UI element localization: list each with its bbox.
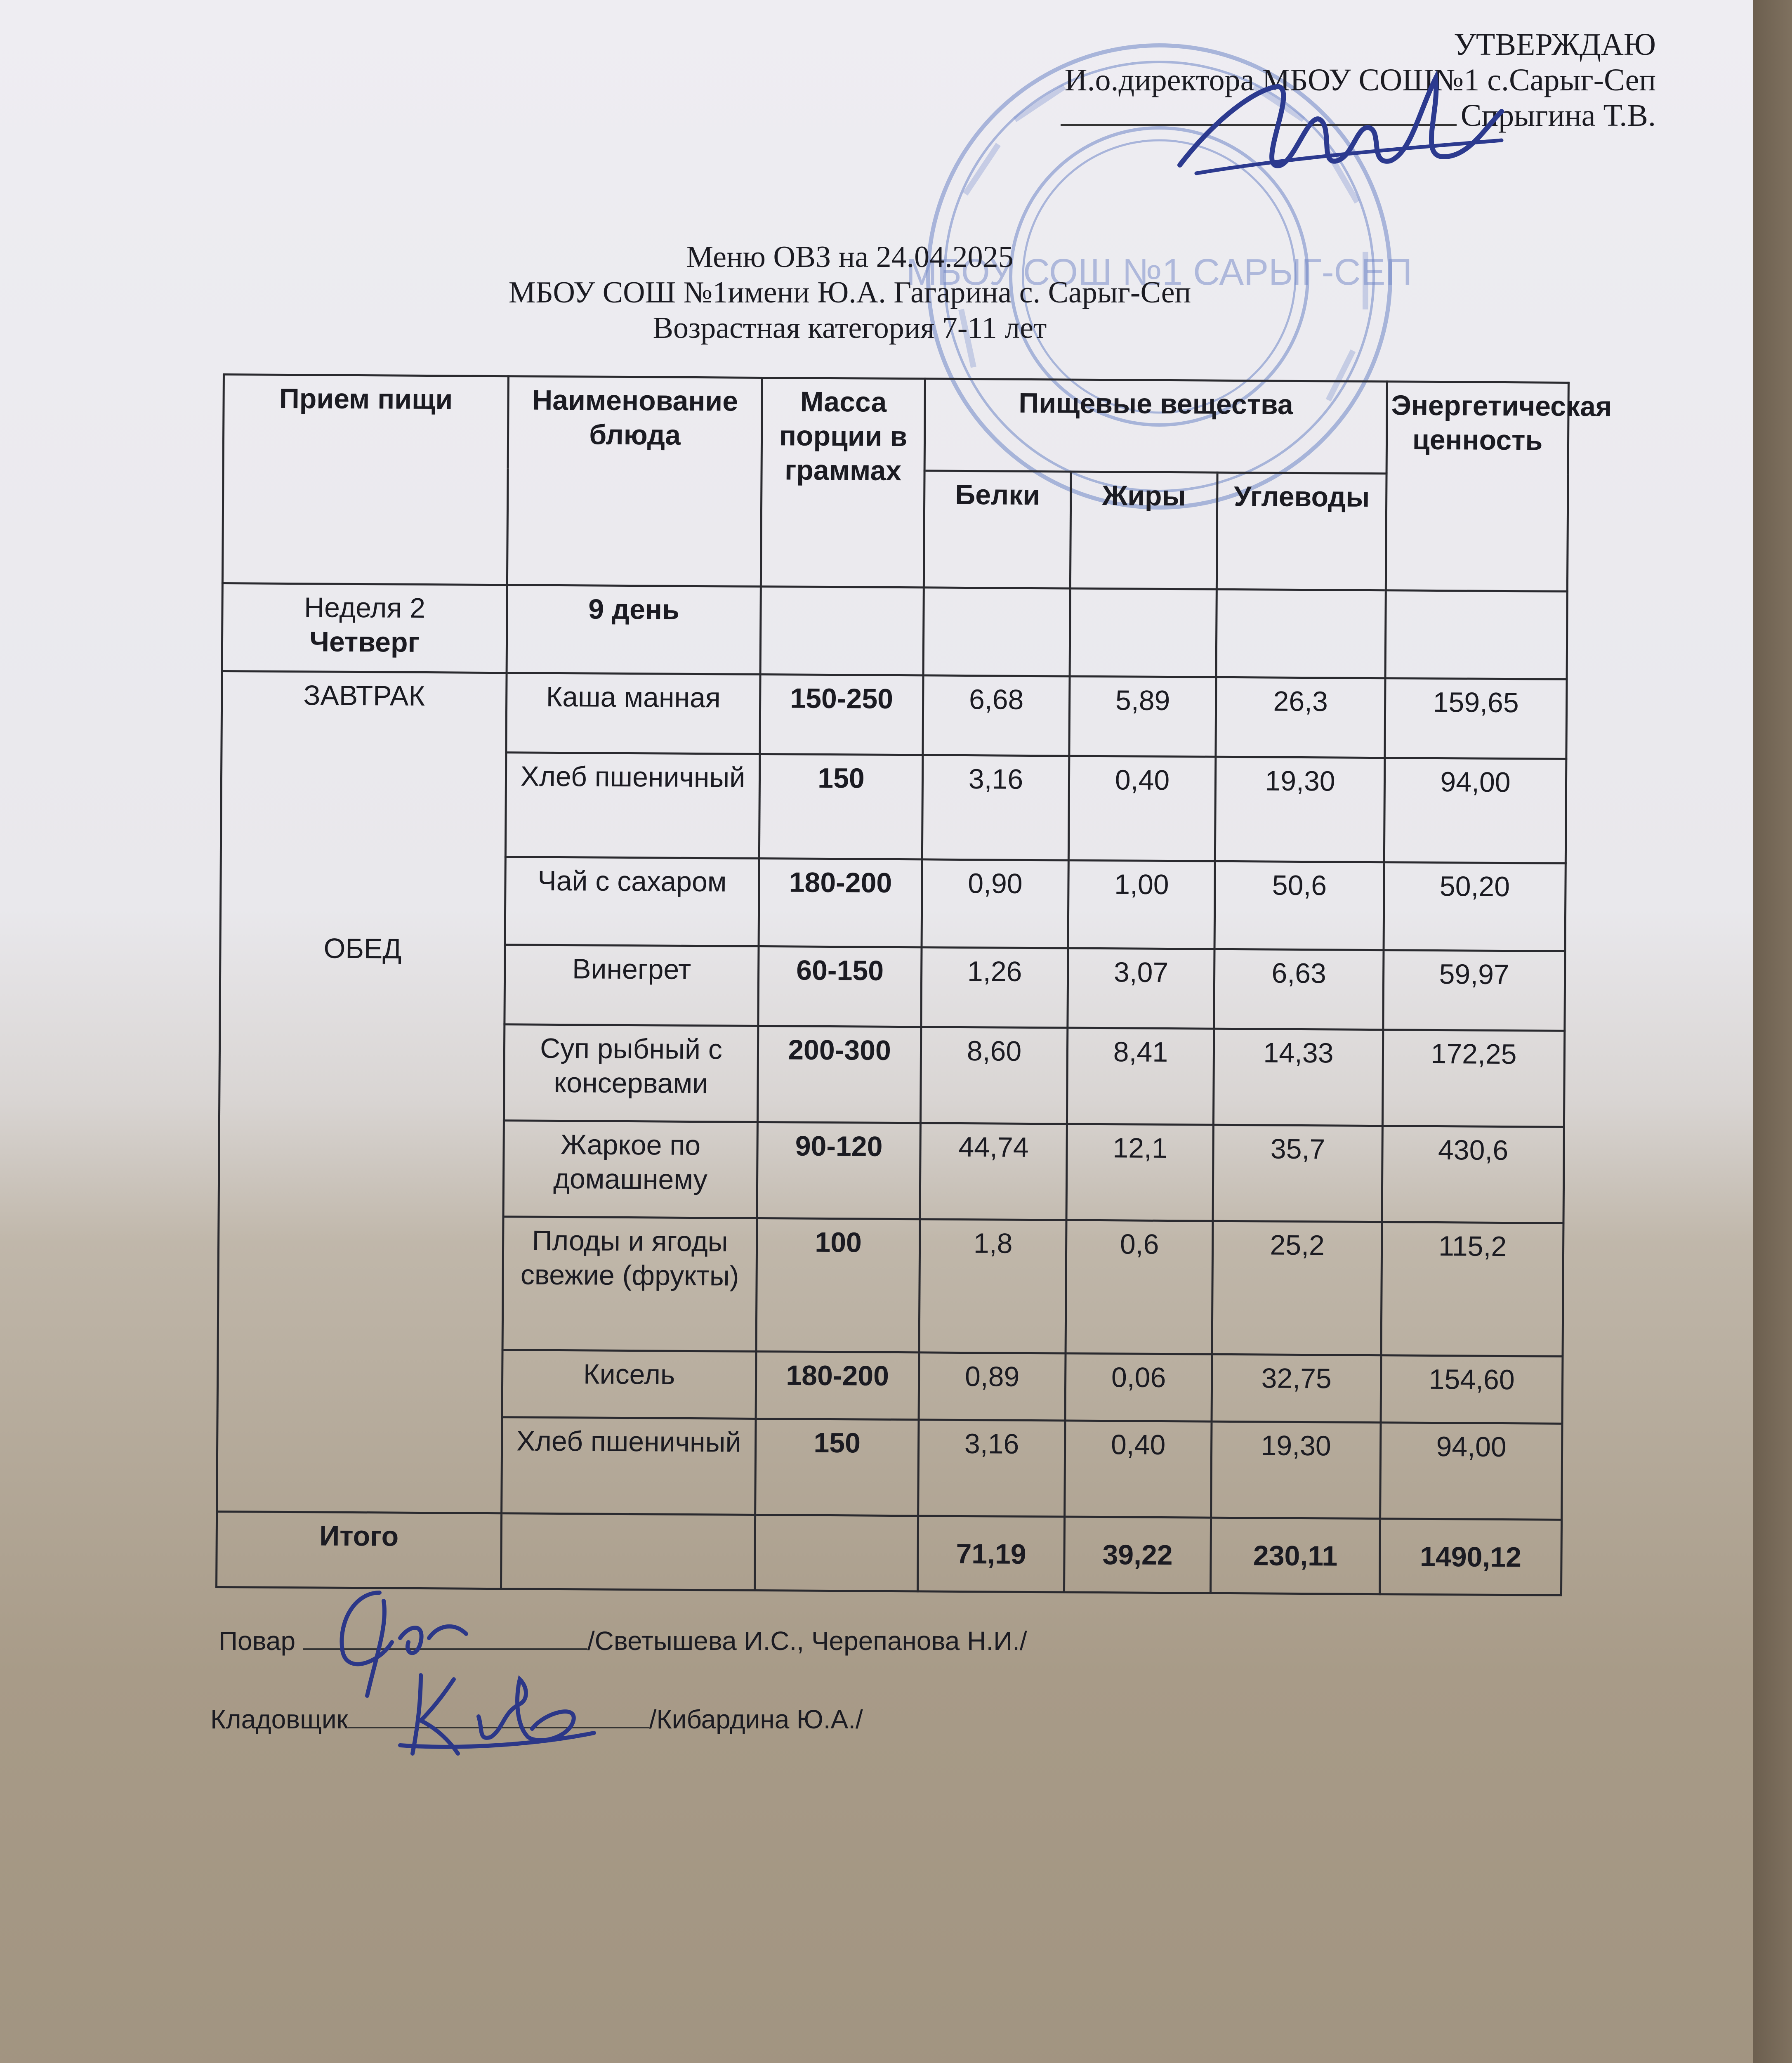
dish-fat: 0,06 bbox=[1065, 1353, 1212, 1421]
approval-title: УТВЕРЖДАЮ bbox=[1454, 27, 1656, 62]
total-energy: 1490,12 bbox=[1380, 1519, 1562, 1596]
heading-line-1: Меню ОВЗ на 24.04.2025 bbox=[686, 240, 1014, 274]
dish-mass: 200-300 bbox=[757, 1026, 921, 1123]
week-row bbox=[222, 583, 1567, 680]
heading-line-2: МБОУ СОШ №1имени Ю.А. Гагарина с. Сарыг-Сеп bbox=[508, 276, 1191, 309]
dish-fat: 8,41 bbox=[1067, 1028, 1214, 1125]
dish-name: Кисель bbox=[502, 1350, 756, 1419]
dish-protein: 1,26 bbox=[921, 947, 1068, 1028]
dish-mass: 150 bbox=[755, 1419, 919, 1515]
dish-mass: 90-120 bbox=[757, 1122, 920, 1219]
empty-cell bbox=[501, 1513, 755, 1591]
stamp-text: МБОУ СОШ №1 САРЫГ-СЕП bbox=[906, 252, 1412, 293]
header-nutrients: Пищевые вещества bbox=[924, 379, 1387, 474]
dish-mass: 150 bbox=[759, 754, 923, 859]
cook-names: /Светышева И.С., Черепанова Н.И./ bbox=[587, 1626, 1027, 1656]
table-header-row bbox=[223, 375, 1568, 475]
dish-fat: 0,6 bbox=[1066, 1220, 1213, 1354]
meal-cell bbox=[217, 671, 507, 1513]
director-signature bbox=[1172, 62, 1510, 198]
table-row bbox=[222, 671, 1567, 759]
dish-carbs: 32,75 bbox=[1212, 1354, 1381, 1423]
total-carbs: 230,11 bbox=[1210, 1518, 1380, 1594]
dish-fat: 0,40 bbox=[1068, 756, 1216, 861]
dish-energy: 59,97 bbox=[1383, 950, 1565, 1031]
dish-protein: 3,16 bbox=[922, 755, 1069, 860]
dish-fat: 12,1 bbox=[1066, 1124, 1213, 1221]
dish-name: Хлеб пшеничный bbox=[502, 1417, 756, 1515]
approval-position: И.о.директора МБОУ СОШ№1 с.Сарыг-Сеп bbox=[1064, 63, 1656, 97]
dish-carbs: 35,7 bbox=[1213, 1125, 1382, 1222]
meal-breakfast: ЗАВТРАК bbox=[303, 680, 425, 712]
dish-protein: 44,74 bbox=[920, 1123, 1067, 1220]
dish-protein: 1,8 bbox=[919, 1219, 1066, 1353]
header-fat: Жиры bbox=[1070, 472, 1217, 589]
dish-protein: 3,16 bbox=[918, 1420, 1065, 1517]
meal-lunch: ОБЕД bbox=[323, 932, 402, 965]
dish-name: Чай с сахаром bbox=[505, 857, 759, 947]
dish-energy: 172,25 bbox=[1382, 1030, 1564, 1127]
storekeeper-label: Кладовщик bbox=[210, 1704, 348, 1734]
dish-energy: 115,2 bbox=[1381, 1222, 1563, 1357]
dish-mass: 180-200 bbox=[756, 1351, 919, 1419]
dish-name: Суп рыбный с консервами bbox=[504, 1024, 758, 1122]
empty-cell bbox=[755, 1515, 918, 1591]
spacer bbox=[225, 712, 502, 932]
heading-line-3: Возрастная категория 7-11 лет bbox=[653, 311, 1047, 345]
storekeeper-signature bbox=[396, 1663, 602, 1762]
dish-carbs: 25,2 bbox=[1212, 1221, 1382, 1355]
dish-carbs: 14,33 bbox=[1213, 1029, 1383, 1126]
empty-cell bbox=[923, 588, 1070, 676]
day-number: 9 день bbox=[507, 585, 761, 675]
dish-name: Жаркое по домашнему bbox=[503, 1121, 757, 1218]
dish-name: Винегрет bbox=[505, 945, 759, 1026]
header-protein: Белки bbox=[924, 471, 1071, 588]
dish-carbs: 19,30 bbox=[1215, 757, 1385, 862]
header-dish: Наименование блюда bbox=[507, 376, 762, 587]
week-cell bbox=[222, 583, 507, 673]
empty-cell bbox=[1385, 590, 1567, 680]
dish-mass: 180-200 bbox=[759, 858, 922, 947]
dish-energy: 159,65 bbox=[1385, 678, 1567, 759]
dish-carbs: 6,63 bbox=[1214, 949, 1384, 1030]
dish-energy: 430,6 bbox=[1382, 1126, 1564, 1223]
dish-protein: 0,90 bbox=[922, 859, 1068, 948]
empty-cell bbox=[1070, 588, 1217, 677]
dish-protein: 8,60 bbox=[920, 1027, 1067, 1124]
dish-name: Каша манная bbox=[506, 673, 760, 754]
empty-cell bbox=[760, 586, 924, 675]
dish-carbs: 19,30 bbox=[1211, 1421, 1381, 1519]
dish-energy: 94,00 bbox=[1384, 758, 1566, 864]
header-mass: Масса порции в граммах bbox=[761, 378, 925, 587]
dish-fat: 0,40 bbox=[1065, 1421, 1212, 1518]
dish-energy: 154,60 bbox=[1381, 1355, 1563, 1424]
dish-energy: 94,00 bbox=[1380, 1423, 1562, 1520]
dish-mass: 60-150 bbox=[758, 946, 922, 1027]
empty-cell bbox=[1216, 589, 1386, 678]
dish-carbs: 26,3 bbox=[1216, 677, 1385, 758]
dish-name: Плоды и ягоды свежие (фрукты) bbox=[502, 1217, 757, 1352]
dish-energy: 50,20 bbox=[1384, 862, 1566, 951]
cook-label: Повар bbox=[219, 1626, 296, 1656]
document-heading bbox=[314, 239, 1386, 346]
dish-fat: 5,89 bbox=[1069, 676, 1216, 757]
total-label: Итого bbox=[217, 1511, 502, 1589]
dish-carbs: 50,6 bbox=[1214, 861, 1384, 950]
approval-name: Спрыгина Т.В. bbox=[1460, 98, 1656, 133]
day-of-week: Четверг bbox=[309, 626, 420, 658]
week-label: Неделя 2 bbox=[304, 592, 426, 624]
table-surface bbox=[1753, 0, 1792, 2063]
dish-protein: 6,68 bbox=[923, 675, 1070, 756]
total-protein: 71,19 bbox=[917, 1516, 1064, 1592]
menu-table bbox=[215, 373, 1612, 1596]
header-carbs: Углеводы bbox=[1217, 472, 1386, 590]
dish-protein: 0,89 bbox=[919, 1353, 1066, 1421]
dish-mass: 150-250 bbox=[760, 674, 923, 755]
storekeeper-name: /Кибардина Ю.А./ bbox=[649, 1704, 863, 1734]
total-fat: 39,22 bbox=[1064, 1517, 1211, 1593]
dish-name: Хлеб пшеничный bbox=[505, 753, 760, 859]
dish-fat: 3,07 bbox=[1068, 948, 1214, 1029]
dish-mass: 100 bbox=[756, 1218, 920, 1352]
header-energy: Энергетическая ценность bbox=[1386, 382, 1568, 592]
header-meal: Прием пищи bbox=[222, 375, 508, 585]
dish-fat: 1,00 bbox=[1068, 860, 1215, 949]
